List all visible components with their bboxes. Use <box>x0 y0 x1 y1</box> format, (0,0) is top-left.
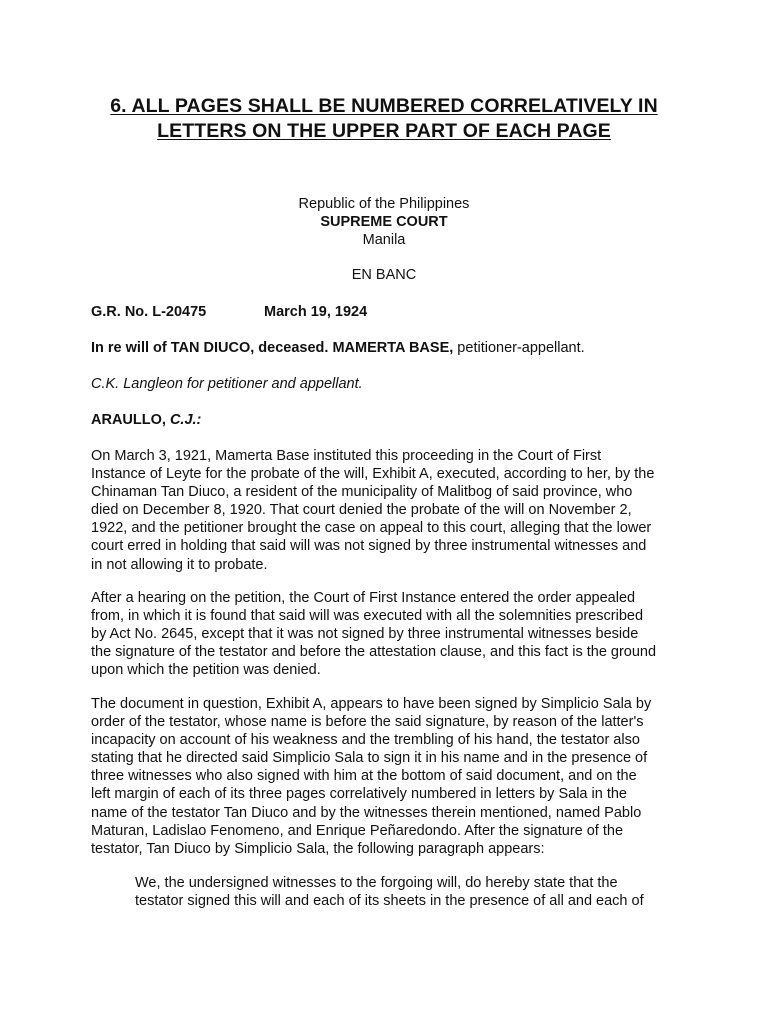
republic-line: Republic of the Philippines <box>298 196 470 212</box>
paragraph-line: The document in question, Exhibit A, appears to have been signed by Simplicio Sala by <box>91 696 652 712</box>
paragraph-line: incapacity on account of his weakness and the trembling of his hand, the testator also <box>91 732 640 749</box>
section-heading-line-2: LETTERS ON THE UPPER PART OF EACH PAGE <box>157 120 611 142</box>
paragraph-line: Chinaman Tan Diuco, a resident of the municipality of Malitbog of said province, who <box>91 484 633 501</box>
case-title-parties: In re will of TAN DIUCO, deceased. MAMERTA BASE, <box>91 340 454 356</box>
case-title-role: petitioner-appellant. <box>453 340 585 356</box>
paragraph-3 <box>91 695 691 858</box>
paragraph-line: testator, Tan Diuco by Simplicio Sala, the following paragraph appears: <box>91 840 545 857</box>
paragraph-line: upon which the petition was denied. <box>91 662 321 679</box>
paragraph-line: Maturan, Ladislao Fenomeno, and Enrique Peñaredondo. After the signature of the <box>91 822 624 839</box>
case-title <box>91 339 585 357</box>
case-number: G.R. No. L-20475 <box>91 304 207 320</box>
paragraph-line: from, in which it is found that said will was executed with all the solemnities prescribed <box>91 608 644 625</box>
paragraph-2 <box>91 589 691 679</box>
paragraph-line: On March 3, 1921, Mamerta Base instituted this proceeding in the Court of First <box>91 448 602 464</box>
court-header <box>0 195 768 249</box>
paragraph-line: order of the testator, whose name is before the said signature, by reason of the latter's <box>91 714 644 731</box>
quote-line: We, the undersigned witnesses to the forgoing will, do hereby state that the <box>135 875 618 891</box>
paragraph-line: in not allowing it to probate. <box>91 556 268 573</box>
paragraph-line: left margin of each of its three pages correlatively numbered in letters by Sala in the <box>91 786 627 803</box>
case-date: March 19, 1924 <box>264 304 368 320</box>
paragraph-line: stating that he directed said Simplicio Sala to sign it in his name and in the presence of <box>91 750 648 767</box>
counsel-line: C.K. Langleon for petitioner and appellant. <box>91 376 363 392</box>
paragraph-line: court erred in holding that said will was not signed by three instrumental witnesses and <box>91 538 647 555</box>
paragraph-line: died on December 8, 1920. That court denied the probate of the will on November 2, <box>91 502 632 519</box>
paragraph-line: name of the testator Tan Diuco and by the witnesses therein mentioned, named Pablo <box>91 804 642 821</box>
court-name: SUPREME COURT <box>320 214 448 230</box>
division-label: EN BANC <box>351 267 417 283</box>
paragraph-line: After a hearing on the petition, the Court of First Instance entered the order appealed <box>91 590 636 606</box>
ponente-title: C.J.: <box>169 412 202 428</box>
ponente-name: ARAULLO, <box>91 412 170 428</box>
paragraph-line: Instance of Leyte for the probate of the will, Exhibit A, executed, according to her, by the <box>91 466 655 483</box>
section-heading <box>60 94 708 144</box>
quote-line: testator signed this will and each of its sheets in the presence of all and each of <box>135 893 644 910</box>
paragraph-line: three witnesses who also signed with him at the bottom of said document, and on the <box>91 768 637 785</box>
paragraph-1 <box>91 447 691 574</box>
paragraph-line: by Act No. 2645, except that it was not signed by three instrumental witnesses beside <box>91 626 639 643</box>
ponente-line <box>91 411 201 429</box>
paragraph-line: the signature of the testator and before the attestation clause, and this fact is the ground <box>91 644 657 661</box>
section-heading-line-1: 6. ALL PAGES SHALL BE NUMBERED CORRELATIVELY IN <box>110 95 658 117</box>
paragraph-line: 1922, and the petitioner brought the case on appeal to this court, alleging that the lower <box>91 520 652 537</box>
attestation-quote <box>135 874 695 910</box>
court-city: Manila <box>362 232 406 248</box>
